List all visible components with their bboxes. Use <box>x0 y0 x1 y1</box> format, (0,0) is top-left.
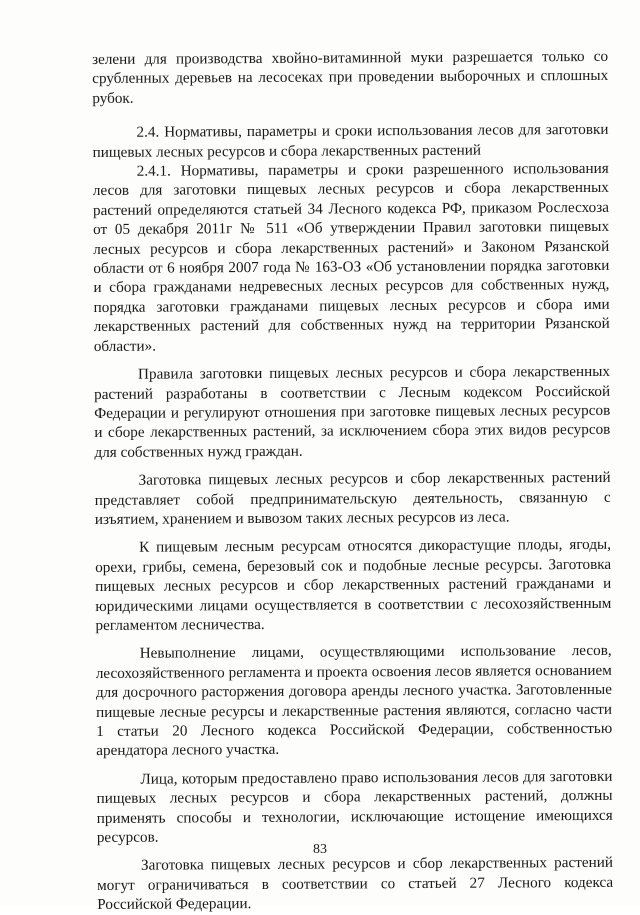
page-number: 83 <box>313 842 327 857</box>
paragraph-2-4-1: 2.4.1. Нормативы, параметры и сроки разрешенного использования лесов для заготовки пищевых лесных ресурсов и сбора лекарственных растений определяются статьей 34 Лесного кодекса РФ, приказом Рослесхоза от 05 декабря 2011г № 511 «Об утверждении Правил заготовки пищевых лесных ресурсов и сбора лекарственных растений» и Законом Рязанской области от 6 ноября 2007 года № 163-ОЗ «Об установлении порядка заготовки и сбора гражданами недревесных лесных ресурсов для собственных нужд, порядка заготовки гражданами пищевых лесных ресурсов и сбора ими лекарственных растений для собственных нужд на территории Рязанской области». <box>92 159 610 355</box>
paragraph-non-compliance: Невыполнение лицами, осуществляющими использование лесов, лесохозяйственного регламента и проекта освоения лесов является основанием для досрочного расторжения договора аренды лесного участка. Заготовленные пищевые лесные ресурсы и лекарственные растения являются, согласно части 1 статьи 20 Лесного кодекса Российской Федерации, собственностью арендатора лесного участка. <box>95 642 613 760</box>
paragraph-restrictions: Заготовка пищевых лесных ресурсов и сбор лекарственных растений могут ограничиваться в соответствии со статьей 27 Лесного кодекса Российской Федерации. <box>97 854 614 914</box>
paragraph-methods: Лица, которым предоставлено право использования лесов для заготовки пищевых лесных ресурсов и сбора лекарственных растений, должны применять способы и технологии, исключающие истощение имеющихся ресурсов. <box>96 767 613 847</box>
paragraph-food-resources: К пищевым лесным ресурсам относятся дикорастущие плоды, ягоды, орехи, грибы, семена, березовый сок и подобные лесные ресурсы. Заготовка пищевых лесных ресурсов и сбор лекарственных растений гражданами и юридическими лицами осуществляется в соответствии с лесохозяйственным регламентом лесничества. <box>95 536 612 634</box>
page-body <box>92 47 613 915</box>
section-heading: 2.4. Нормативы, параметры и сроки использования лесов для заготовки пищевых лесных ресурсов и сбора лекарственных растений <box>92 121 609 161</box>
paragraph-rules: Правила заготовки пищевых лесных ресурсов и сбора лекарственных растений разработаны в соответствии с Лесным кодексом Российской Федерации и регулируют отношения при заготовке пищевых лесных ресурсов и сборе лекарственных растений, за исключением сбора этих видов ресурсов для собственных нужд граждан. <box>94 362 611 461</box>
paragraph-harvesting-definition: Заготовка пищевых лесных ресурсов и сбор лекарственных растений представляет собой предпринимательскую деятельность, связанную с изъятием, хранением и вывозом таких лесных ресурсов из леса. <box>94 468 611 528</box>
intro-paragraph: зелени для производства хвойно-витаминной муки разрешается только со срубленных деревьев на лесосеках при проведении выборочных и сплошных рубок. <box>92 47 609 107</box>
